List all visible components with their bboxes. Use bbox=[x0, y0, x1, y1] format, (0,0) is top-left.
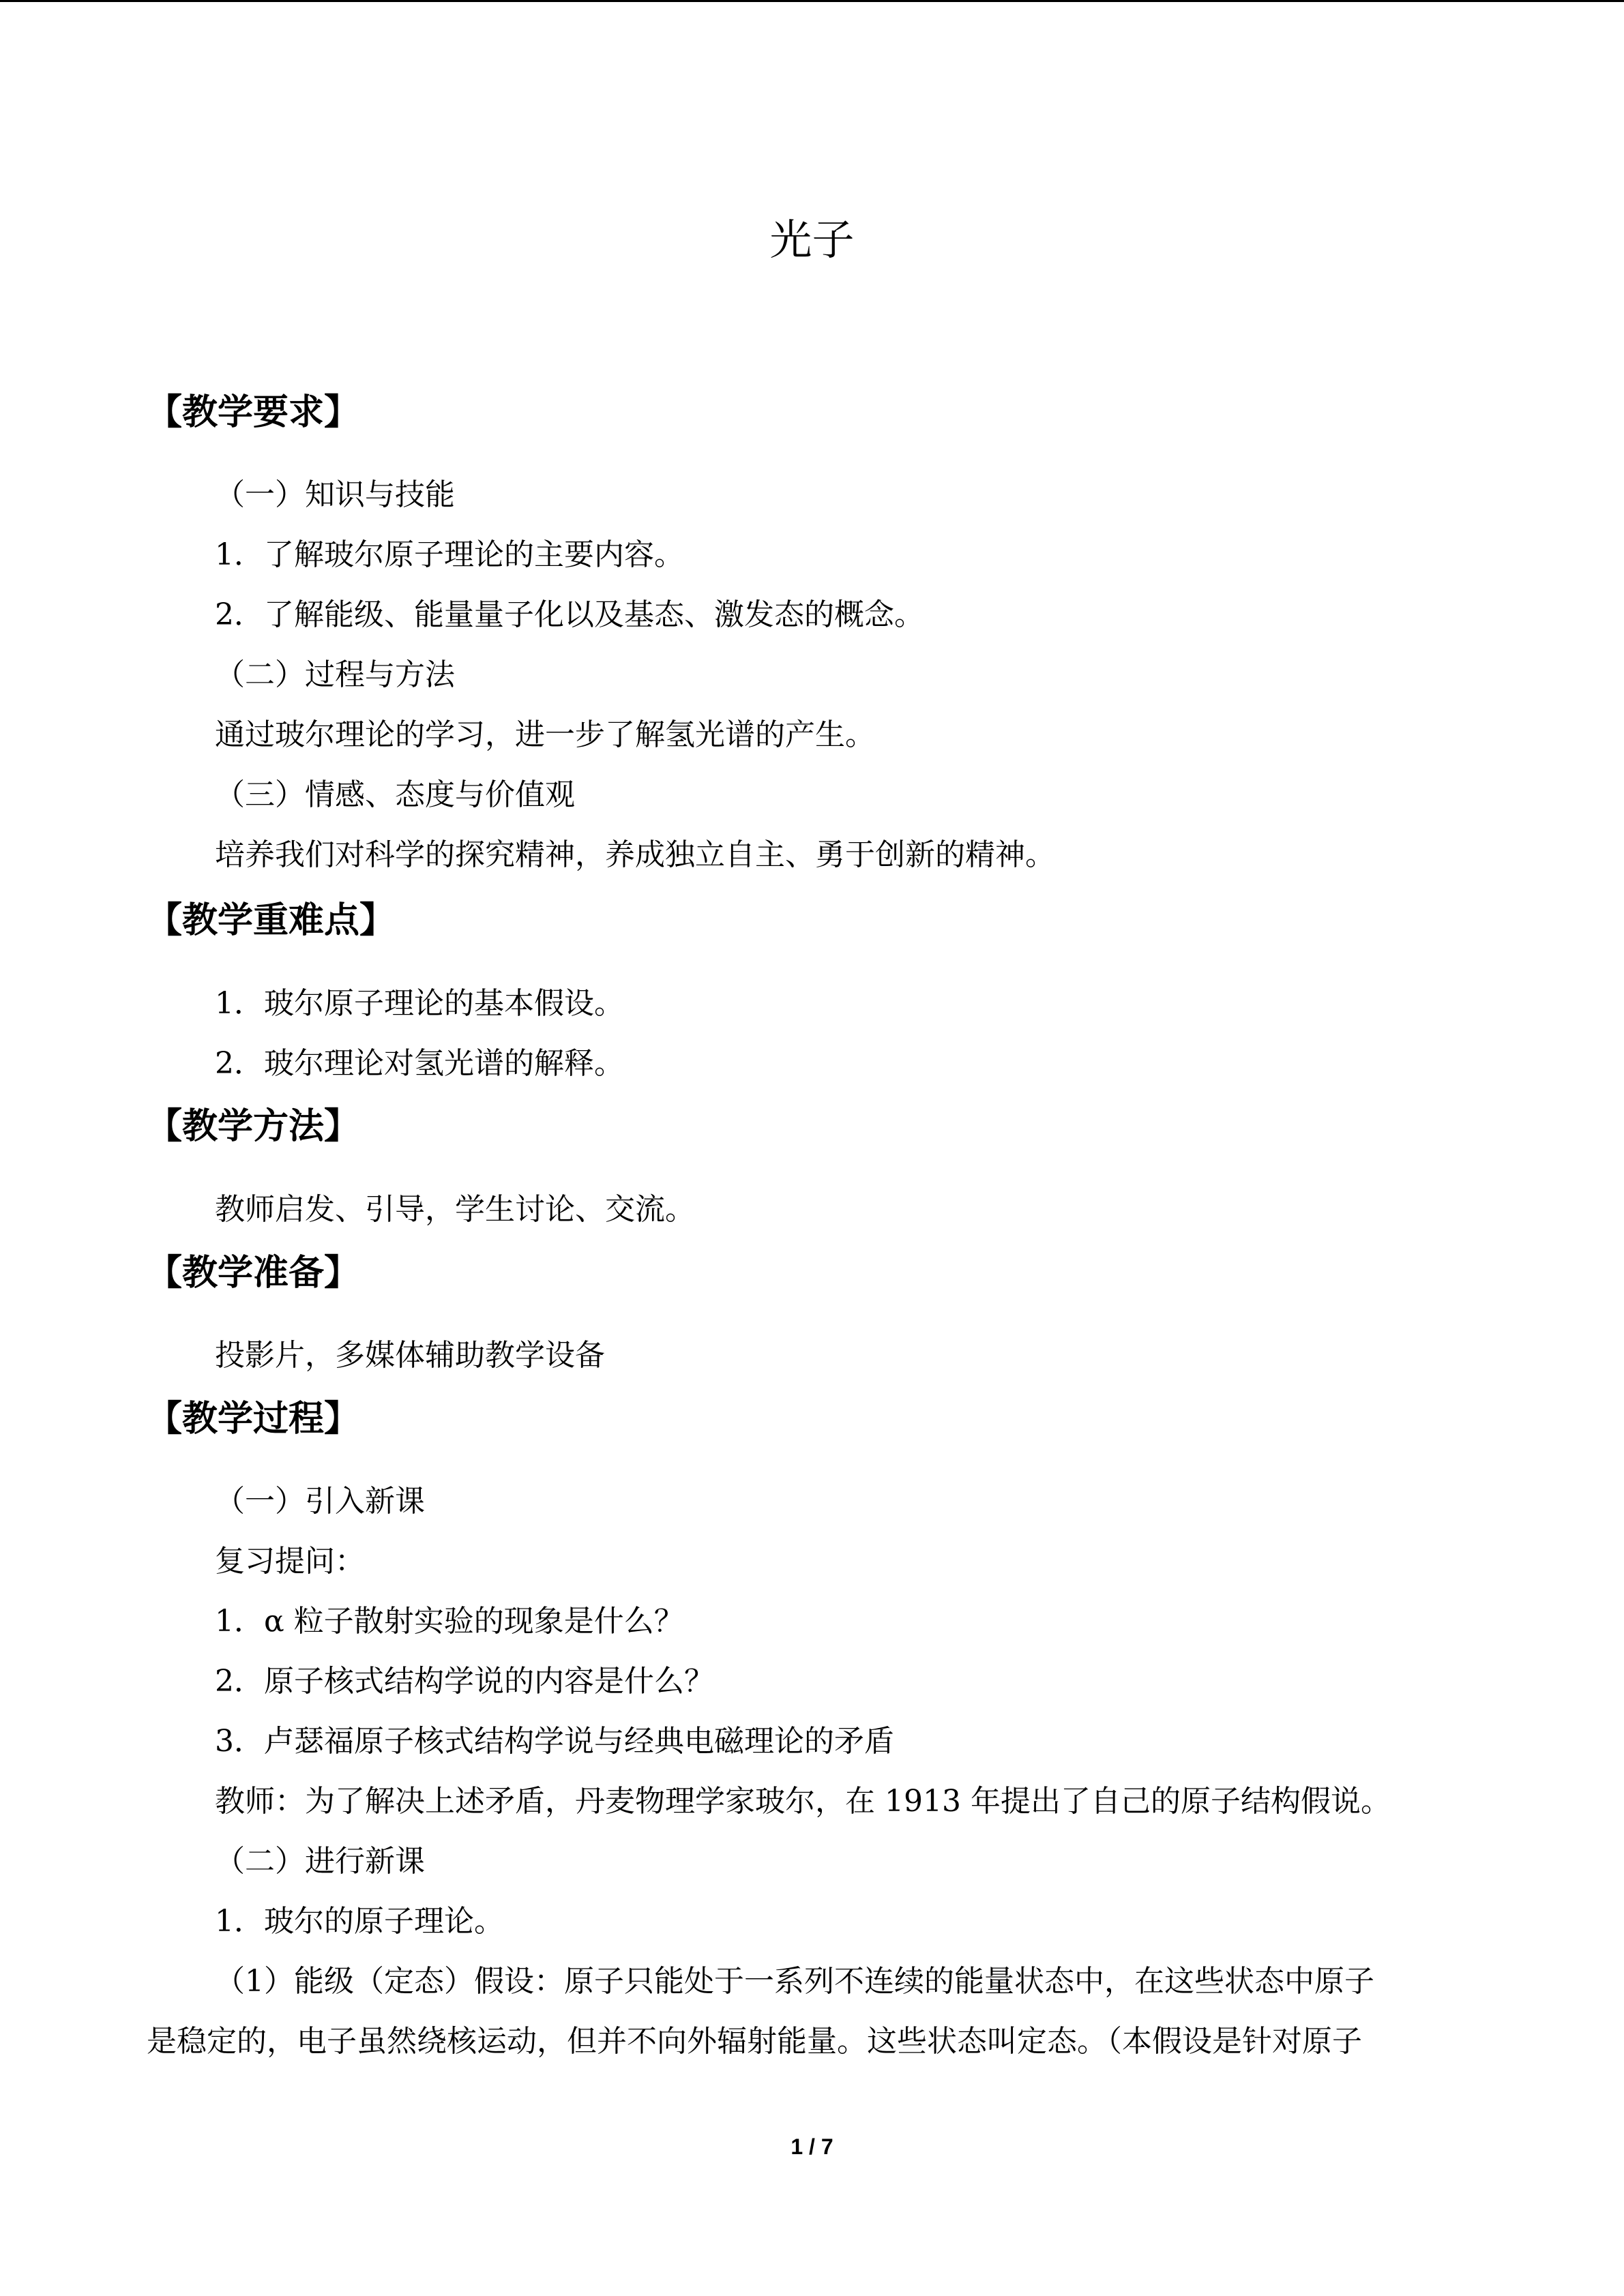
section-heading-methods: 【教学方法】 bbox=[147, 1106, 360, 1147]
process-line-2: 复习提问： bbox=[215, 1544, 365, 1579]
process-line-7: （二）进行新课 bbox=[215, 1844, 425, 1879]
process-line-4: 2．原子核式结构学说的内容是什么？ bbox=[215, 1664, 714, 1699]
requirements-line-5: 通过玻尔理论的学习，进一步了解氢光谱的产生。 bbox=[215, 717, 875, 752]
requirements-line-3: 2．了解能级、能量量子化以及基态、激发态的概念。 bbox=[215, 597, 924, 632]
key-points-line-2: 2．玻尔理论对氢光谱的解释。 bbox=[215, 1046, 624, 1081]
requirements-line-6: （三）情感、态度与价值观 bbox=[215, 777, 575, 812]
page-number: 1 / 7 bbox=[791, 2134, 833, 2159]
section-heading-preparation: 【教学准备】 bbox=[147, 1253, 360, 1294]
section-heading-requirements: 【教学要求】 bbox=[147, 392, 360, 433]
requirements-line-1: （一）知识与技能 bbox=[215, 477, 455, 512]
key-points-line-1: 1．玻尔原子理论的基本假设。 bbox=[215, 986, 624, 1021]
process-line-8: 1．玻尔的原子理论。 bbox=[215, 1904, 504, 1939]
requirements-line-7: 培养我们对科学的探究精神，养成独立自主、勇于创新的精神。 bbox=[215, 837, 1055, 872]
requirements-line-4: （二）过程与方法 bbox=[215, 657, 455, 692]
process-line-10: 是稳定的，电子虽然绕核运动，但并不向外辐射能量。这些状态叫定态。（本假设是针对原子 bbox=[147, 2024, 1362, 2059]
section-heading-process: 【教学过程】 bbox=[147, 1399, 360, 1440]
preparation-line-1: 投影片，多媒体辅助教学设备 bbox=[215, 1338, 605, 1373]
requirements-line-2: 1．了解玻尔原子理论的主要内容。 bbox=[215, 537, 684, 572]
page-title: 光子 bbox=[769, 215, 855, 265]
process-line-3: 1．α 粒子散射实验的现象是什么？ bbox=[215, 1604, 684, 1639]
top-border-rule bbox=[0, 0, 1624, 2]
process-line-5: 3．卢瑟福原子核式结构学说与经典电磁理论的矛盾 bbox=[215, 1724, 894, 1759]
process-line-6: 教师：为了解决上述矛盾，丹麦物理学家玻尔，在 1913 年提出了自己的原子结构假说。 bbox=[215, 1784, 1391, 1819]
process-line-1: （一）引入新课 bbox=[215, 1484, 425, 1519]
methods-line-1: 教师启发、引导，学生讨论、交流。 bbox=[215, 1192, 695, 1227]
section-heading-key-points: 【教学重难点】 bbox=[147, 900, 396, 941]
process-line-9: （1）能级（定态）假设：原子只能处于一系列不连续的能量状态中，在这些状态中原子 bbox=[215, 1964, 1374, 1999]
